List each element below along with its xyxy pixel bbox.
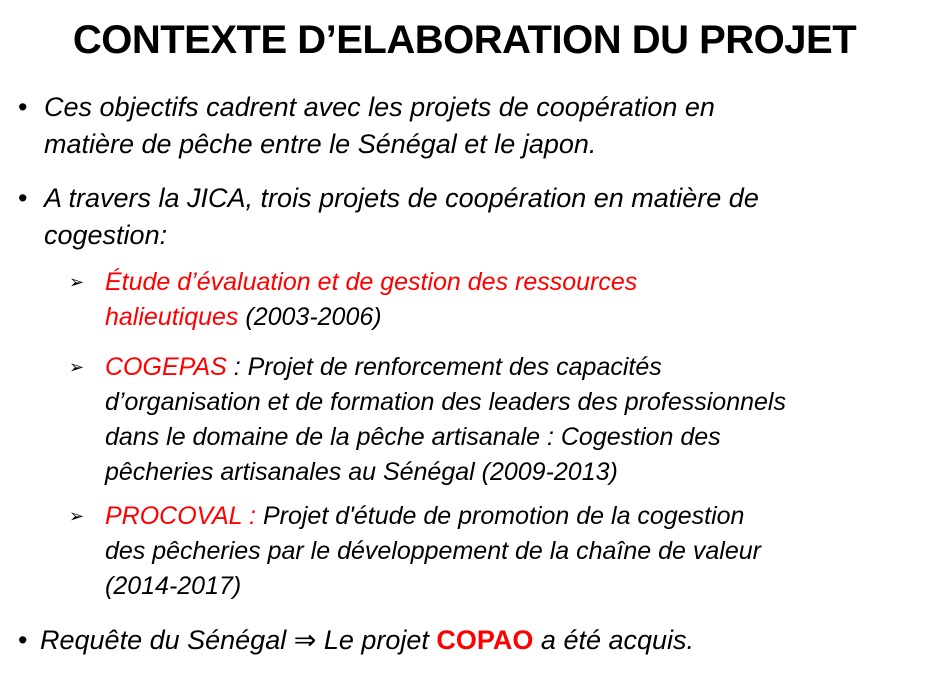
project-separator: : (242, 502, 263, 530)
project-description: : Projet de renforcement des capacités (226, 353, 662, 381)
sub-text-line: dans le domaine de la pêche artisanale : Cogestion des (105, 423, 721, 451)
project-name: halieutiques (105, 303, 239, 331)
sub-text-line: d’organisation et de formation des leaders des professionnels (105, 388, 786, 416)
sub-text-line: (2014-2017) (105, 572, 242, 600)
bullet-text: Requête du Sénégal ⇒ Le projet (40, 625, 437, 655)
sub-text-line: des pêcheries par le développement de la chaîne de valeur (105, 537, 761, 565)
arrow-bullet-icon: ➢ (69, 357, 85, 377)
bullet-text-line: Ces objectifs cadrent avec les projets de coopération en (44, 92, 715, 122)
bullet-text-line: matière de pêche entre le Sénégal et le japon. (44, 129, 597, 159)
sub-text-line (105, 350, 786, 385)
bullet-text-line: A travers la JICA, trois projets de coopération en matière de (44, 183, 759, 213)
sub-text-line: Étude d’évaluation et de gestion des ressources (105, 268, 638, 296)
slide-title: CONTEXTE D’ELABORATION DU PROJET (72, 18, 857, 62)
bullet-marker: • (18, 183, 28, 213)
bullet-marker: • (18, 92, 28, 122)
sub-item-cogepas (69, 350, 786, 490)
project-name: PROCOVAL (105, 502, 243, 530)
bullet-text-suffix: a été acquis. (533, 625, 695, 655)
project-description: Projet d'étude de promotion de la cogestion (262, 502, 745, 530)
copao-highlight: COPAO (436, 625, 534, 655)
bullet-jica (18, 180, 759, 254)
sub-text-line (105, 499, 761, 534)
bullet-marker: • (18, 625, 28, 655)
sub-text-line: pêcheries artisanales au Sénégal (2009-2013) (105, 458, 618, 486)
arrow-bullet-icon: ➢ (69, 272, 85, 292)
bullet-requete (18, 622, 695, 659)
project-dates: (2003-2006) (238, 303, 382, 331)
arrow-bullet-icon: ➢ (69, 506, 85, 526)
project-name: COGEPAS (105, 353, 227, 381)
sub-item-procoval (69, 499, 761, 604)
bullet-objectives (18, 89, 715, 163)
sub-item-etude (69, 265, 638, 335)
sub-text-line (105, 300, 637, 335)
bullet-text-line: cogestion: (44, 220, 168, 250)
